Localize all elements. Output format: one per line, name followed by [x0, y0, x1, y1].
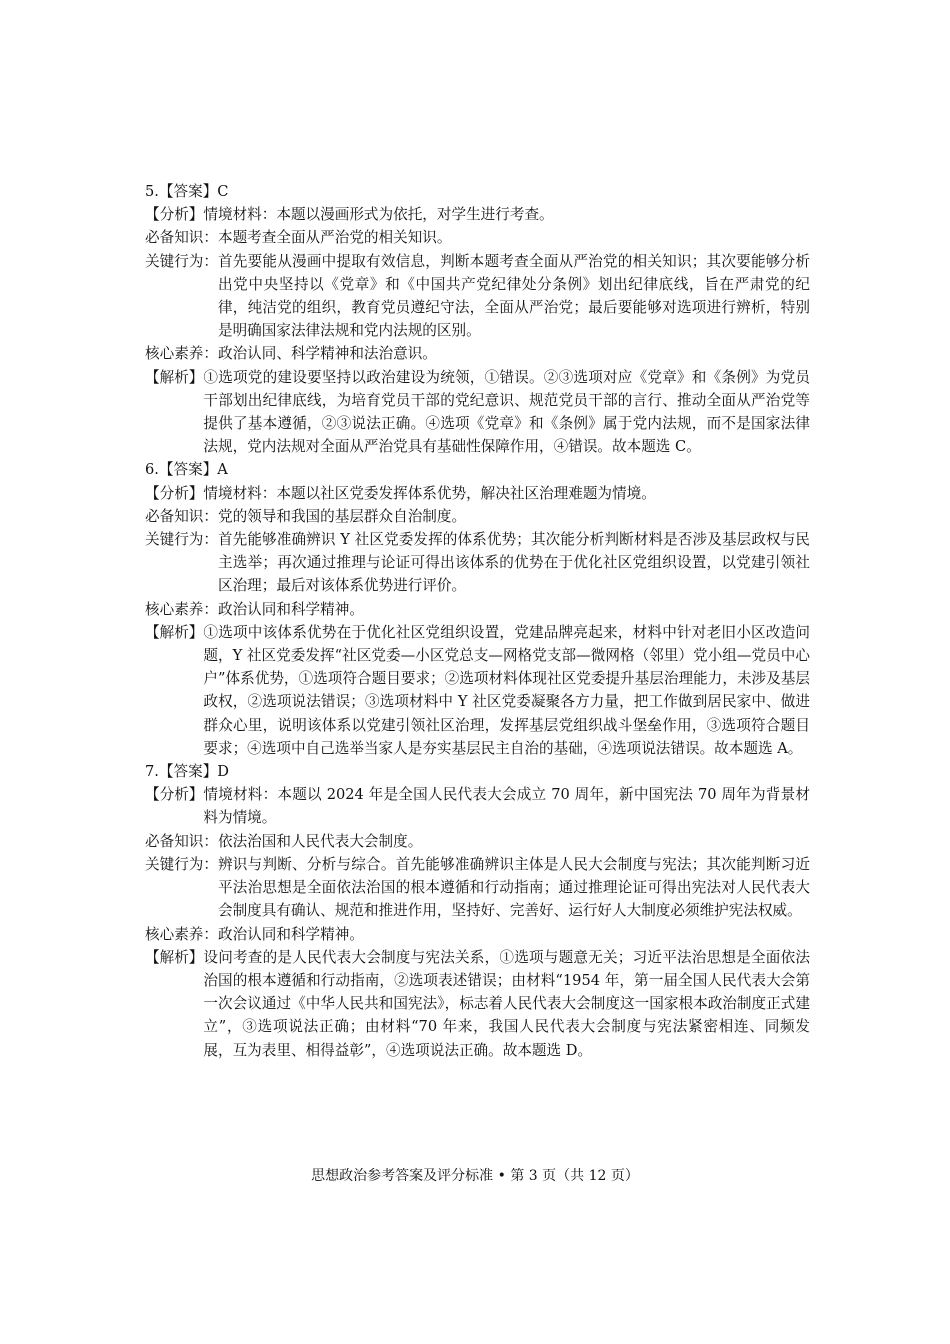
explanation-label: 【解析】: [145, 623, 204, 641]
answer-content: [145, 180, 810, 1062]
literacy-text: 政治认同、科学精神和法治意识。: [217, 345, 437, 363]
behavior-section: [145, 250, 810, 343]
knowledge-label: 必备知识：: [145, 229, 218, 247]
answer-line: 7.【答案】D: [145, 763, 229, 781]
answer-line: 5.【答案】C: [145, 183, 229, 200]
knowledge-text: 党的领导和我国的基层群众自治制度。: [217, 507, 467, 525]
question-block: [145, 760, 810, 1062]
behavior-label: 关键行为：: [145, 252, 218, 270]
explanation-text: 设问考查的是人民代表大会制度与宪法关系，①选项与题意无关；习近平法治思想是全面依法治国的根本遵循和行动指南，②选项表述错误；由材料“1954 年，第一届全国人民代表大会第一次会议通过《中华人民共和国宪法》，标志着人民代表大会制度这一国家根本政治制度正式建立”，③选项说法正确；由材料“70 年来，我国人民代表大会制度与宪法紧密相连、同频发展，互为表里、相得益彰”，④选项说法正确。故本题选 D。: [203, 948, 810, 1059]
question-block: [145, 180, 810, 458]
literacy-text: 政治认同和科学精神。: [217, 600, 364, 618]
knowledge-section: [145, 505, 810, 528]
explanation-section: [145, 366, 810, 459]
analysis-section: [145, 482, 810, 505]
literacy-section: [145, 342, 810, 365]
knowledge-section: [145, 830, 810, 853]
explanation-section: [145, 946, 810, 1062]
question-block: [145, 458, 810, 760]
analysis-text: 情境材料：本题以 2024 年是全国人民代表大会成立 70 周年，新中国宪法 70 周年为背景材料为情境。: [203, 786, 810, 827]
explanation-label: 【解析】: [145, 948, 204, 966]
literacy-label: 核心素养：: [145, 600, 218, 618]
knowledge-label: 必备知识：: [145, 832, 218, 850]
literacy-section: [145, 598, 810, 621]
literacy-text: 政治认同和科学精神。: [217, 925, 364, 943]
literacy-label: 核心素养：: [145, 925, 218, 943]
explanation-text: ①选项党的建设要坚持以政治建设为统领，①错误。②③选项对应《党章》和《条例》为党员干部划出纪律底线，为培育党员干部的党纪意识、规范党员干部的言行、推动全面从严治党等提供了基本遵循，②③说法正确。④选项《党章》和《条例》属于党内法规，而不是国家法律法规，党内法规对全面从严治党具有基础性保障作用，④错误。故本题选 C。: [203, 368, 810, 456]
literacy-label: 核心素养：: [145, 345, 218, 363]
knowledge-text: 依法治国和人民代表大会制度。: [217, 832, 423, 850]
knowledge-section: [145, 226, 810, 249]
page-footer: 思想政治参考答案及评分标准 • 第 3 页（共 12 页）: [311, 1168, 639, 1184]
behavior-label: 关键行为：: [145, 531, 218, 549]
behavior-text: 首先要能从漫画中提取有效信息，判断本题考查全面从严治党的相关知识；其次要能够分析出党中央坚持以《党章》和《中国共产党纪律处分条例》划出纪律底线，旨在严肃党的纪律，纯洁党的组织，教育党员遵纪守法，全面从严治党；最后要能够对选项进行辨析，特别是明确国家法律法规和党内法规的区别。: [217, 252, 810, 340]
analysis-label: 【分析】: [145, 206, 204, 224]
explanation-text: ①选项中该体系优势在于优化社区党组织设置，党建品牌亮起来，材料中针对老旧小区改造问题，Y 社区党委发挥“社区党委—小区党总支—网格党支部—微网格（邻里）党小组—党员中心户”体系优势，①选项符合题目要求；②选项材料体现社区党委提升基层治理能力，未涉及基层政权，②选项说法错误；③选项材料中 Y 社区党委凝聚各方力量，把工作做到居民家中、做进群众心里，说明该体系以党建引领社区治理，发挥基层党组织战斗堡垒作用，③选项符合题目要求；④选项中自己选举当家人是夯实基层民主自治的基础，④选项说法错误。故本题选 A。: [203, 623, 810, 757]
behavior-section: [145, 853, 810, 923]
explanation-section: [145, 621, 810, 760]
analysis-text: 情境材料：本题以漫画形式为依托，对学生进行考查。: [203, 206, 554, 224]
analysis-text: 情境材料：本题以社区党委发挥体系优势，解决社区治理难题为情境。: [203, 484, 656, 502]
answer-line: 6.【答案】A: [145, 461, 228, 479]
analysis-section: [145, 783, 810, 829]
behavior-section: [145, 528, 810, 598]
analysis-section: [145, 203, 810, 226]
literacy-section: [145, 923, 810, 946]
behavior-text: 首先能够准确辨识 Y 社区党委发挥的体系优势；其次能分析判断材料是否涉及基层政权与民主选举；再次通过推理与论证可得出该体系的优势在于优化社区党组织设置，以党建引领社区治理；最后对该体系优势进行评价。: [217, 531, 810, 595]
analysis-label: 【分析】: [145, 484, 204, 502]
behavior-label: 关键行为：: [145, 855, 218, 873]
behavior-text: 辨识与判断、分析与综合。首先能够准确辨识主体是人民大会制度与宪法；其次能判断习近平法治思想是全面依法治国的根本遵循和行动指南；通过推理论证可得出宪法对人民代表大会制度具有确认、规范和推进作用，坚持好、完善好、运行好人大制度必须维护宪法权威。: [217, 855, 810, 920]
explanation-label: 【解析】: [145, 368, 204, 386]
knowledge-text: 本题考查全面从严治党的相关知识。: [217, 229, 452, 247]
knowledge-label: 必备知识：: [145, 507, 218, 525]
analysis-label: 【分析】: [145, 786, 204, 804]
